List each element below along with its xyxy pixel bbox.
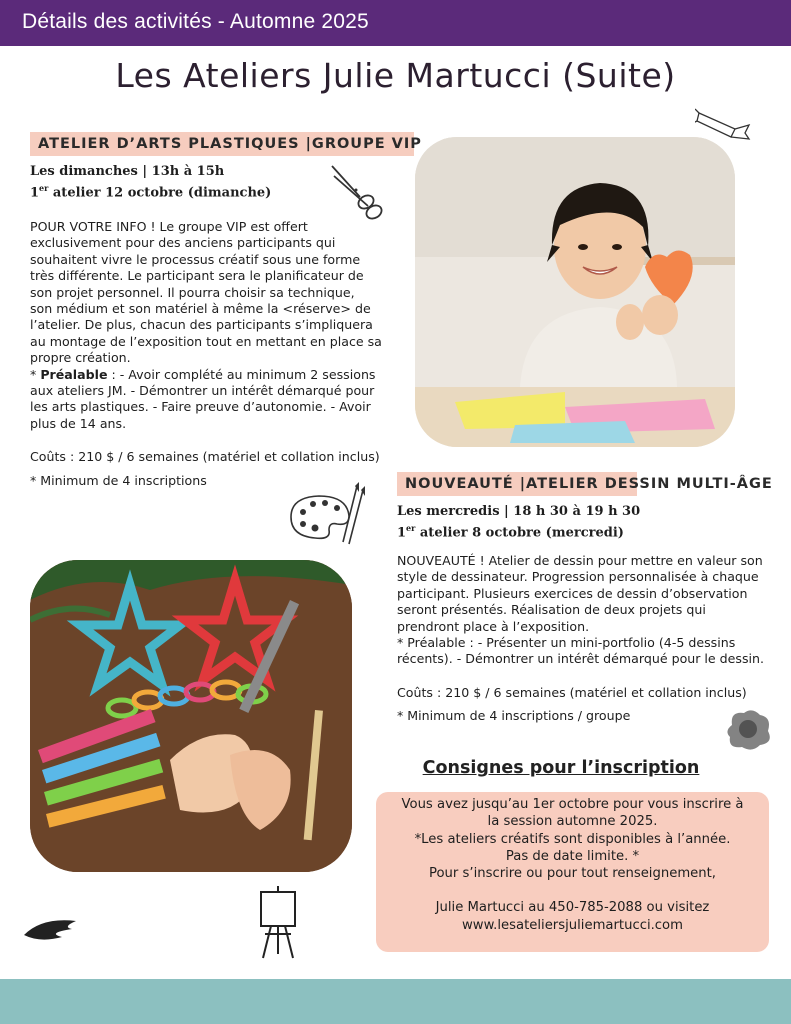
vip-minimum: * Minimum de 4 inscriptions [30, 472, 207, 488]
banner-text: Détails des activités - Automne 2025 [22, 10, 369, 33]
crafts-photo-illustration [30, 560, 352, 872]
page-title: Les Ateliers Julie Martucci (Suite) [115, 56, 676, 95]
registration-line: Vous avez jusqu’au 1er octobre pour vous inscrire à [401, 797, 744, 812]
photo-girl-with-heart [415, 137, 735, 447]
multi-first-sup: er [406, 523, 416, 533]
registration-text [376, 796, 769, 934]
multi-minimum: * Minimum de 4 inscriptions / groupe [397, 708, 631, 724]
multi-desc-line: participant. Plusieurs exercices de dessin d’observation [397, 585, 748, 601]
vip-desc-line: son médium et son matériel à même la <réserve> de [30, 301, 371, 317]
vip-desc-line: son projet personnel. Il pourra choisir sa technique, [30, 284, 355, 300]
vip-first-num: 1 [30, 185, 40, 201]
section-label-vip: ATELIER D’ARTS PLASTIQUES |GROUPE VIP [30, 132, 414, 156]
vip-desc-line: au montage de l’exposition tout en mettant en place sa [30, 333, 382, 349]
section-label-multi-age: NOUVEAUTÉ |ATELIER DESSIN MULTI-ÂGE [397, 472, 637, 496]
vip-prereq-rest: : - Avoir complété au minimum 2 sessions [107, 366, 376, 382]
multi-desc-line: seront présentés. Réalisation de deux projets qui [397, 602, 706, 618]
vip-description [30, 219, 410, 489]
registration-line: Pour s’inscrire ou pour tout renseignement, [428, 866, 716, 882]
registration-title: Consignes pour l’inscription [422, 758, 700, 778]
multi-desc-line: prendront place à l’exposition. [397, 618, 590, 634]
multi-schedule [397, 503, 640, 541]
vip-cost: Coûts : 210 $ / 6 semaines (matériel et collation inclus) [30, 449, 380, 465]
vip-desc-line: propre création. [30, 350, 131, 366]
contact-line: Julie Martucci au 450-785-2088 ou visitez [435, 900, 710, 916]
girl-photo-illustration [415, 137, 735, 447]
website-link[interactable]: www.lesateliersjuliemartucci.com [462, 917, 683, 933]
easel-icon [255, 886, 301, 960]
multi-desc-line: * Préalable : - Présenter un mini-portfolio (4-5 dessins [397, 635, 736, 651]
vip-desc-line: POUR VOTRE INFO ! Le groupe VIP est offert [30, 219, 308, 234]
registration-line: la session automne 2025. [487, 814, 658, 830]
ink-splash-icon [722, 705, 774, 753]
top-banner [0, 0, 791, 46]
vip-desc-line: souhaitent vivre le processus créatif sous une forme [30, 251, 361, 267]
brush-stroke-icon [22, 915, 78, 943]
multi-schedule-line1: Les mercredis | 18 h 30 à 19 h 30 [397, 504, 641, 519]
multi-first-rest: atelier 8 octobre (mercredi) [415, 525, 624, 541]
registration-line: Pas de date limite. * [505, 848, 640, 864]
vip-prereq-line: les arts plastiques. - Faire preuve d’autonomie. - Avoir [30, 399, 371, 415]
vip-schedule-line2 [30, 180, 271, 201]
photo-paper-crafts [30, 560, 352, 872]
multi-desc-line: récents). - Démontrer un intérêt démarqué pour le dessin. [397, 651, 765, 667]
vip-prereq-bold: Préalable [40, 366, 108, 382]
vip-prereq-line: plus de 14 ans. [30, 415, 127, 431]
multi-description [397, 553, 782, 725]
multi-schedule-line2 [397, 520, 640, 541]
vip-schedule [30, 163, 271, 201]
vip-desc-line: très différente. Le participant sera le planificateur de [30, 268, 364, 284]
palette-brushes-icon [285, 482, 367, 552]
multi-desc-line: NOUVEAUTÉ ! Atelier de dessin pour mettre en valeur son [397, 553, 763, 568]
footer-bar [0, 979, 791, 1024]
vip-first-rest: atelier 12 octobre (dimanche) [48, 185, 272, 201]
vip-desc-line: l’atelier. De plus, chacun des participants s’impliquera [30, 317, 373, 333]
vip-desc-line: exclusivement pour des anciens participants qui [30, 235, 336, 251]
vip-first-sup: er [39, 183, 49, 193]
registration-line: *Les ateliers créatifs sont disponibles à l’année. [414, 831, 731, 847]
scissors-icon [330, 160, 385, 220]
multi-first-num: 1 [397, 525, 407, 541]
ribbon-banner-icon [695, 105, 753, 143]
vip-prereq-line: aux ateliers JM. - Démontrer un intérêt démarqué pour [30, 383, 375, 399]
multi-cost: Coûts : 210 $ / 6 semaines (matériel et collation inclus) [397, 684, 747, 700]
vip-prereq-star: * [30, 366, 41, 382]
vip-prereq-line [30, 367, 410, 383]
multi-desc-line: style de dessinateur. Progression personnalisée à chaque [397, 569, 759, 585]
vip-schedule-line1: Les dimanches | 13h à 15h [30, 164, 225, 179]
